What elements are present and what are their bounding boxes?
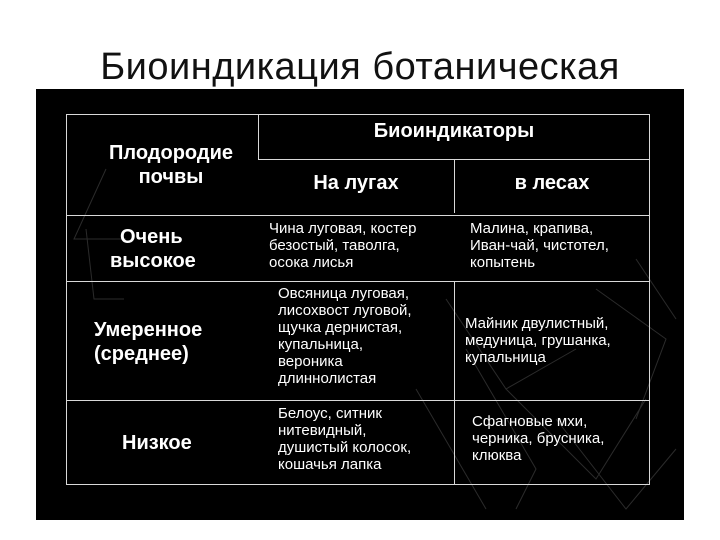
cell-line: Майник двулистный, (465, 315, 609, 332)
row-level-very-high (110, 225, 196, 273)
row3-forests (472, 413, 604, 464)
table-border-top (66, 114, 650, 115)
header-fertility-line-1: Плодородие (109, 142, 233, 164)
level-line-2: высокое (110, 250, 196, 272)
cell-line: Иван-чай, чистотел, (470, 237, 609, 254)
header-bioindicators: Биоиндикаторы (373, 120, 535, 142)
cell-line: щучка дернистая, (278, 319, 403, 336)
cell-line: медуница, грушанка, (465, 332, 611, 349)
cell-line: копытень (470, 254, 536, 271)
header-meadows: На лугах (313, 172, 399, 194)
table-border-left (66, 114, 67, 485)
cell-line: кошачья лапка (278, 456, 382, 473)
level-line-2: (среднее) (94, 343, 189, 365)
level-line-1: Умеренное (94, 319, 203, 341)
row-divider-1 (66, 281, 650, 282)
row1-forests (470, 220, 609, 271)
cell-line: купальница (465, 349, 546, 366)
slide-title: Биоиндикация ботаническая (100, 46, 620, 88)
row3-meadows (278, 405, 411, 473)
header-bottom-line (66, 215, 650, 216)
level-line-1: Низкое (122, 432, 192, 454)
row2-meadows (278, 285, 412, 387)
cell-line: купальница, (278, 336, 364, 353)
row2-forests (465, 315, 611, 366)
content-panel (36, 89, 684, 520)
cell-line: осока лисья (269, 254, 354, 271)
cell-line: вероника (278, 353, 343, 370)
level-line-1: Очень (120, 226, 183, 248)
cell-line: Сфагновые мхи, (472, 413, 588, 430)
cell-line: Белоус, ситник (278, 405, 382, 422)
cell-line: Овсяница луговая, (278, 285, 410, 302)
cell-line: нитевидный, (278, 422, 367, 439)
header-fertility (76, 141, 266, 189)
cell-line: черника, брусника, (472, 430, 605, 447)
header-fertility-line-2: почвы (138, 166, 204, 188)
table-border-right (649, 114, 650, 485)
body-column-divider (454, 281, 455, 484)
row-level-low (122, 431, 192, 455)
cell-line: безостый, таволга, (269, 237, 400, 254)
row1-meadows (269, 220, 416, 271)
cell-line: лисохвост луговой, (278, 302, 412, 319)
cell-line: Малина, крапива, (470, 220, 594, 237)
cell-line: длиннолистая (278, 370, 377, 387)
cell-line: клюква (472, 447, 522, 464)
cell-line: Чина луговая, костер (269, 220, 417, 237)
table-border-bottom (66, 484, 650, 485)
row-level-moderate (94, 318, 202, 366)
row-divider-2 (66, 400, 650, 401)
header-forests: в лесах (514, 172, 590, 194)
cell-line: душистый колосок, (278, 439, 412, 456)
